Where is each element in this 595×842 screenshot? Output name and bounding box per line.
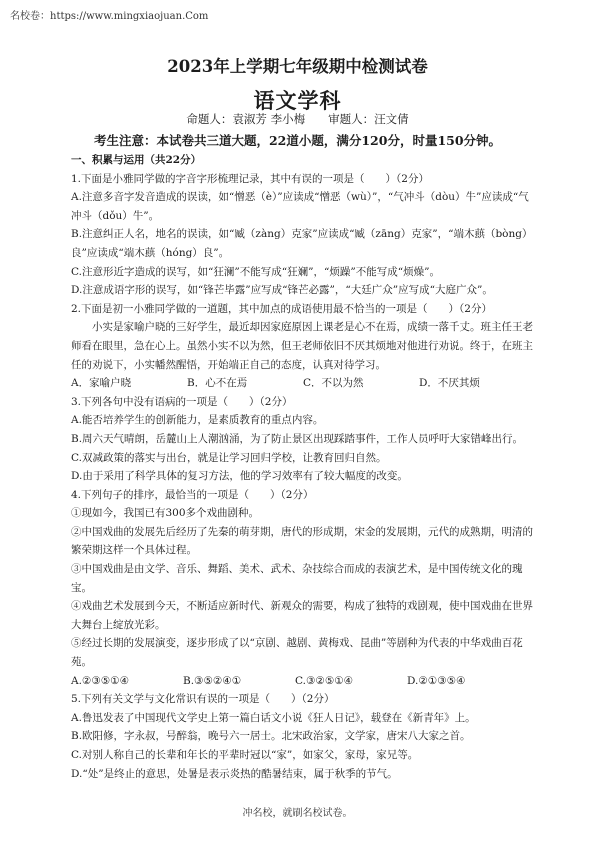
- option-d: D.“处”是终止的意思，处暑是表示炎热的酷暑结束，属于秋季的节气。: [71, 767, 398, 780]
- sentence-1: ①现如今，我国已有300多个戏曲剧种。: [71, 507, 260, 520]
- sentence-5: ⑤经过长期的发展演变，逐步形成了以“京剧、越剧、黄梅戏、昆曲”等剧种为代表的中华戏曲百花苑。: [71, 637, 523, 669]
- option-b: B．心不在焉: [187, 377, 248, 390]
- option-b: B.③⑤②④①: [183, 674, 242, 687]
- site-footer: 冲名校，就刷名校试卷。: [242, 808, 353, 819]
- option-a: A.注意多音字发音造成的误读，如“憎恶（è）”应读成“憎恶（wù）”，“气冲斗（dòu）牛”应读成“气冲斗（dǒu）牛”。: [71, 191, 529, 222]
- question-4: [71, 486, 537, 691]
- option-b: B.欧阳修，字永叔，号醉翁，晚号六一居士。北宋政治家，文学家，唐宋八大家之首。: [71, 730, 471, 743]
- question-stem: 4.下列句子的排序，最恰当的一项是（ ）（2分）: [71, 488, 314, 501]
- exam-notice: 考生注意：本试卷共三道大题，22道小题，满分120分，时量150分钟。: [93, 133, 502, 148]
- question-2: [71, 300, 537, 393]
- option-a: A．家喻户晓: [71, 377, 132, 390]
- option-row: [71, 374, 537, 393]
- sentence-3: ③中国戏曲是由文学、音乐、舞蹈、美术、武术、杂技综合而成的表演艺术，是中国传统文化的瑰宝。: [71, 563, 523, 594]
- section-heading: 一、积累与运用（共22分）: [71, 154, 202, 166]
- option-a: A.②③⑤①④: [71, 674, 129, 687]
- exam-title: 2023年上学期七年级期中检测试卷: [167, 57, 428, 76]
- question-stem: 3.下列各句中没有语病的一项是（ ）（2分）: [71, 395, 293, 408]
- option-b: B.周六天气晴朗，岳麓山上人潮汹涌，为了防止景区出现踩踏事件，工作人员呼吁大家错峰出行。: [71, 432, 524, 445]
- option-b: B.注意纠正人名，地名的误读，如“臧（zàng）克家”应读成“臧（zāng）克家”，“端木蕻（bòng）良”应读成“端木蕻（hóng）良”。: [71, 228, 533, 259]
- option-d: D.由于采用了科学具体的复习方法，他的学习效率有了较大幅度的改变。: [71, 470, 408, 483]
- option-c: C.③②⑤①④: [295, 674, 354, 687]
- exam-authors: 命题人：袁淑芳 李小梅 审题人：汪文倩: [186, 112, 409, 126]
- option-c: C．不以为然: [303, 377, 364, 390]
- exam-subject: 语文学科: [253, 88, 342, 113]
- question-stem: 1.下面是小雅同学做的字音字形梳理记录，其中有误的一项是（ ）（2分）: [71, 172, 429, 185]
- question-5: [71, 690, 537, 783]
- option-a: A.能否培养学生的创新能力，是素质教育的重点内容。: [71, 414, 324, 427]
- question-3: [71, 393, 537, 486]
- question-1: [71, 170, 537, 300]
- option-a: A.鲁迅发表了中国现代文学史上第一篇白话文小说《狂人日记》，载登在《新青年》上。: [71, 711, 476, 724]
- exam-body: [71, 151, 537, 783]
- option-c: C.注意形近字造成的误写，如“狂澜”不能写成“狂斓”，“烦躁”不能写成“烦燥”。: [71, 265, 440, 278]
- question-stem: 5.下列有关文学与文化常识有误的一项是（ ）（2分）: [71, 693, 335, 706]
- option-d: D.②①③⑤④: [407, 674, 466, 687]
- sentence-2: ②中国戏曲的发展先后经历了先秦的萌芽期，唐代的形成期，宋金的发展期，元代的成熟期，明清的繁荣期这样一个具体过程。: [71, 525, 533, 557]
- sentence-4: ④戏曲艺术发展到今天，不断适应新时代、新观众的需要，构成了独特的戏剧观，使中国戏曲在世界大舞台上绽放光彩。: [71, 600, 533, 631]
- option-c: C.对别人称自己的长辈和年长的平辈时冠以“家”，如家父，家母，家兄等。: [71, 749, 419, 761]
- option-d: D.注意成语字形的误写，如“锋芒毕露”应写成“锋芒必露”，“大廷广众”应写成“大庭广众”。: [71, 284, 493, 297]
- option-row: [71, 672, 537, 691]
- option-d: D．不厌其烦: [419, 377, 480, 390]
- question-passage: 小实是家喻户晓的三好学生，最近却因家庭原因上课老是心不在焉，成绩一落千丈。班主任王老师看在眼里，急在心上。虽然小实不以为然，但王老师依旧不厌其烦地对他进行劝说。终于，在班主任的劝说下，小实幡然醒悟，开始端正自己的态度，认真对待学习。: [71, 321, 533, 371]
- question-stem: 2.下面是初一小雅同学做的一道题，其中加点的成语使用最不恰当的一项是（ ）（2分）: [71, 302, 492, 315]
- site-header: 名校卷：https://www.mingxiaojuan.Com: [10, 11, 209, 22]
- option-c: C.双减政策的落实与出台，就是让学习回归学校，让教育回归自然。: [71, 451, 387, 464]
